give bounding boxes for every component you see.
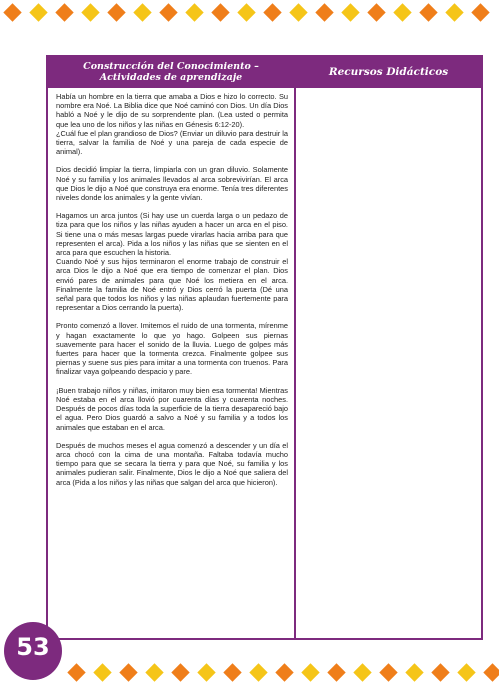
border-diamond	[223, 663, 241, 681]
border-diamond	[419, 3, 437, 21]
border-diamond	[301, 663, 319, 681]
border-diamond	[341, 3, 359, 21]
paragraph: ¡Buen trabajo niños y niñas, imitaron muy bien esa tormenta! Mientras Noé estaba en el arca llovió por cuarenta días y cuarenta noches. Después de pocos días toda la superficie de la tierra desapareció bajo el agua. Pero Dios guardó a salvo a Noé y su familia y a todos los animales que estaban en el arca.	[56, 385, 288, 432]
paragraph: Había un hombre en la tierra que amaba a Dios e hizo lo correcto. Su nombre era Noé. La Biblia dice que Noé caminó con Dios. Un día Dios habló a Noé y le dijo de su sorprendente plan. (Lea usted o permita que lea uno de los niños y las niñas en Génesis 6:12-20).	[56, 92, 288, 129]
border-diamond	[327, 663, 345, 681]
table-header	[48, 57, 481, 88]
border-diamond	[405, 663, 423, 681]
border-diamond	[159, 3, 177, 21]
border-diamond	[107, 3, 125, 21]
paragraph: Dios decidió limpiar la tierra, limpiarla con un gran diluvio. Solamente Noé y su familia y los animales llevados al arca sobrevivirían. El arca que Dios le dijo a Noé que construya era enorme. Tenía tres diferentes niveles donde los animales y la gente vivían.	[56, 165, 288, 203]
border-diamond	[445, 3, 463, 21]
paragraph: Cuando Noé y sus hijos terminaron el enorme trabajo de construir el arca Dios le dijo a Noé que era tiempo de comenzar el plan. Dios envió pares de animales para que Noé los metiera en el arca. Finalmente la familia de Noé entró y Dios cerró la puerta (Dé una señal para que todos los niños y las niñas aplaudan fuertemente para representar a Dios cerrando la puerta).	[56, 257, 288, 313]
border-diamond	[29, 3, 47, 21]
bottom-diamond-border	[0, 662, 499, 684]
border-diamond	[211, 3, 229, 21]
header-construccion	[48, 57, 294, 88]
paragraph: Hagamos un arca juntos (Si hay use un cuerda larga o un pedazo de tiza para que los niños y las niñas ayuden a hacer un arca en el piso. Si tiene una o más mesas largas puede virarlas hacia arriba para que representen el arca). Pida a los niños y las niñas que se sienten en el arca para que escuchen la historia.	[56, 211, 288, 258]
border-diamond	[275, 663, 293, 681]
paragraph: Después de muchos meses el agua comenzó a descender y un día el arca chocó con la cima de una montaña. Faltaba todavía mucho tiempo para que se secara la tierra y para que Noé, su familia y los animales pudieran salir. Finalmente, Dios le dijo a Noé que saliera del arca (Pida a los niños y las niñas que salgan del arca que hicieron).	[56, 440, 288, 487]
border-diamond	[431, 663, 449, 681]
page-number: 53	[16, 633, 50, 661]
border-diamond	[119, 663, 137, 681]
border-diamond	[249, 663, 267, 681]
border-diamond	[457, 663, 475, 681]
activity-text	[56, 92, 288, 496]
border-diamond	[145, 663, 163, 681]
border-diamond	[379, 663, 397, 681]
border-diamond	[289, 3, 307, 21]
border-diamond	[353, 663, 371, 681]
border-diamond	[367, 3, 385, 21]
border-diamond	[483, 663, 499, 681]
border-diamond	[67, 663, 85, 681]
header-left-line1: Construcción del Conocimiento –	[83, 61, 259, 72]
border-diamond	[471, 3, 489, 21]
border-diamond	[133, 3, 151, 21]
column-divider	[294, 57, 296, 638]
activity-table	[46, 55, 483, 640]
border-diamond	[55, 3, 73, 21]
border-diamond	[185, 3, 203, 21]
border-diamond	[171, 663, 189, 681]
border-diamond	[315, 3, 333, 21]
top-diamond-border	[0, 2, 499, 24]
border-diamond	[237, 3, 255, 21]
paragraph: Pronto comenzó a llover. Imitemos el ruido de una tormenta, mírenme y hagan exactamente lo que yo hago. Golpeen sus piernas suavemente para hacer el sonido de la lluvia. Luego de golpes más fuertes para hacer que la tormenta crezca. Finalmente golpee sus piernas y suene sus pies para imitar a una tormenta con truenos. Para finalizar vaya golpeando despacio y pare.	[56, 321, 288, 377]
border-diamond	[81, 3, 99, 21]
paragraph: ¿Cuál fue el plan grandioso de Dios? (Enviar un diluvio para destruir la tierra, salvar la familia de Noé y una pareja de cada especie de animal).	[56, 128, 288, 157]
border-diamond	[3, 3, 21, 21]
header-left-line2: Actividades de aprendizaje	[99, 72, 243, 83]
border-diamond	[393, 3, 411, 21]
header-recursos: Recursos Didácticos	[328, 66, 449, 78]
border-diamond	[93, 663, 111, 681]
border-diamond	[263, 3, 281, 21]
border-diamond	[197, 663, 215, 681]
